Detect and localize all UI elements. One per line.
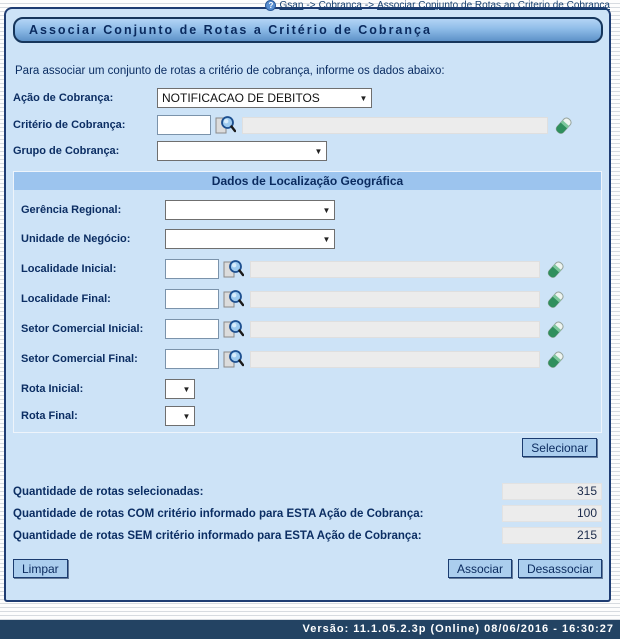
unidade-negocio-row: [14, 228, 601, 250]
setor-comercial-inicial-search-icon[interactable]: [222, 319, 244, 339]
summary: [6, 483, 609, 544]
version-bar: [0, 620, 620, 639]
summary-label: Quantidade de rotas SEM critério informado para ESTA Ação de Cobrança:: [13, 529, 422, 542]
chevron-down-icon: ▼: [314, 146, 323, 156]
localidade-inicial-label: Localidade Inicial:: [21, 263, 117, 275]
summary-value-field: 215: [502, 527, 602, 544]
localidade-inicial-search-icon[interactable]: [222, 259, 244, 279]
help-icon[interactable]: ?: [265, 0, 276, 11]
acao-cobranca-row: [6, 87, 609, 109]
desassociar-button[interactable]: Desassociar: [518, 559, 602, 578]
chevron-down-icon: ▼: [322, 234, 331, 244]
acao-cobranca-label: Ação de Cobrança:: [13, 92, 114, 104]
grupo-cobranca-select[interactable]: [157, 141, 327, 161]
rota-final-label: Rota Final:: [21, 410, 78, 422]
localizacao-geografica-section: [13, 171, 602, 433]
summary-row-sem-criterio: [6, 527, 609, 544]
localidade-inicial-erase-icon[interactable]: [546, 260, 565, 279]
localidade-final-label: Localidade Final:: [21, 293, 111, 305]
setor-comercial-final-description-field: [250, 351, 540, 368]
localidade-final-description-field: [250, 291, 540, 308]
chevron-down-icon: ▼: [359, 93, 368, 103]
rota-final-row: [14, 406, 601, 426]
summary-row-com-criterio: [6, 505, 609, 522]
selecionar-row: [6, 438, 609, 457]
localidade-inicial-description-field: [250, 261, 540, 278]
localidade-final-search-icon[interactable]: [222, 289, 244, 309]
section-title: Dados de Localização Geográfica: [14, 172, 601, 190]
unidade-negocio-select[interactable]: [165, 229, 335, 249]
localidade-inicial-row: [14, 257, 601, 281]
setor-comercial-inicial-label: Setor Comercial Inicial:: [21, 323, 144, 335]
actions-bar: [13, 559, 602, 578]
summary-label: Quantidade de rotas selecionadas:: [13, 485, 204, 498]
selecionar-button[interactable]: Selecionar: [522, 438, 597, 457]
breadcrumb-link-gsan[interactable]: Gsan: [279, 0, 304, 11]
chevron-down-icon: ▼: [182, 411, 191, 421]
gerencia-regional-select[interactable]: [165, 200, 335, 220]
acao-cobranca-select[interactable]: [157, 88, 372, 108]
rota-inicial-select[interactable]: [165, 379, 195, 399]
breadcrumb-separator: ->: [306, 0, 316, 11]
grupo-cobranca-row: [6, 140, 609, 162]
setor-comercial-final-label: Setor Comercial Final:: [21, 353, 138, 365]
breadcrumb-current[interactable]: Associar Conjunto de Rotas ao Criterio de Cobranca: [377, 0, 610, 11]
gerencia-regional-row: [14, 199, 601, 221]
breadcrumb-link-cobranca[interactable]: Cobranca: [318, 0, 362, 11]
summary-row-selecionadas: [6, 483, 609, 500]
limpar-button[interactable]: Limpar: [13, 559, 68, 578]
intro-text: Para associar um conjunto de rotas a critério de cobrança, informe os dados abaixo:: [15, 65, 445, 77]
summary-label: Quantidade de rotas COM critério informado para ESTA Ação de Cobrança:: [13, 507, 424, 520]
criterio-cobranca-input[interactable]: [157, 115, 211, 135]
criterio-cobranca-description-field: [242, 117, 548, 134]
setor-comercial-inicial-erase-icon[interactable]: [546, 320, 565, 339]
localidade-inicial-input[interactable]: [165, 259, 219, 279]
gerencia-regional-label: Gerência Regional:: [21, 204, 122, 216]
criterio-cobranca-row: [6, 113, 609, 137]
criterio-cobranca-erase-icon[interactable]: [554, 116, 573, 135]
setor-comercial-final-erase-icon[interactable]: [546, 350, 565, 369]
summary-value-field: 100: [502, 505, 602, 522]
summary-value-field: 315: [502, 483, 602, 500]
localidade-final-input[interactable]: [165, 289, 219, 309]
setor-comercial-final-row: [14, 347, 601, 371]
breadcrumb-separator: ->: [364, 0, 375, 11]
chevron-down-icon: ▼: [322, 205, 331, 215]
criterio-cobranca-label: Critério de Cobrança:: [13, 119, 126, 131]
rota-inicial-row: [14, 379, 601, 399]
associar-button[interactable]: Associar: [448, 559, 512, 578]
setor-comercial-final-search-icon[interactable]: [222, 349, 244, 369]
rota-final-select[interactable]: [165, 406, 195, 426]
unidade-negocio-label: Unidade de Negócio:: [21, 233, 131, 245]
page-title: Associar Conjunto de Rotas a Critério de Cobrança: [13, 17, 603, 43]
rota-inicial-label: Rota Inicial:: [21, 383, 84, 395]
main-panel: [4, 7, 611, 602]
setor-comercial-final-input[interactable]: [165, 349, 219, 369]
criterio-cobranca-search-icon[interactable]: [214, 115, 236, 135]
acao-cobranca-selected-value: NOTIFICACAO DE DEBITOS: [162, 91, 320, 105]
grupo-cobranca-label: Grupo de Cobrança:: [13, 145, 120, 157]
chevron-down-icon: ▼: [182, 384, 191, 394]
setor-comercial-inicial-row: [14, 317, 601, 341]
version-text: Versão: 11.1.05.2.3p (Online) 08/06/2016 - 16:30:27: [302, 623, 614, 635]
breadcrumb: [265, 0, 610, 11]
setor-comercial-inicial-input[interactable]: [165, 319, 219, 339]
localidade-final-erase-icon[interactable]: [546, 290, 565, 309]
setor-comercial-inicial-description-field: [250, 321, 540, 338]
localidade-final-row: [14, 287, 601, 311]
